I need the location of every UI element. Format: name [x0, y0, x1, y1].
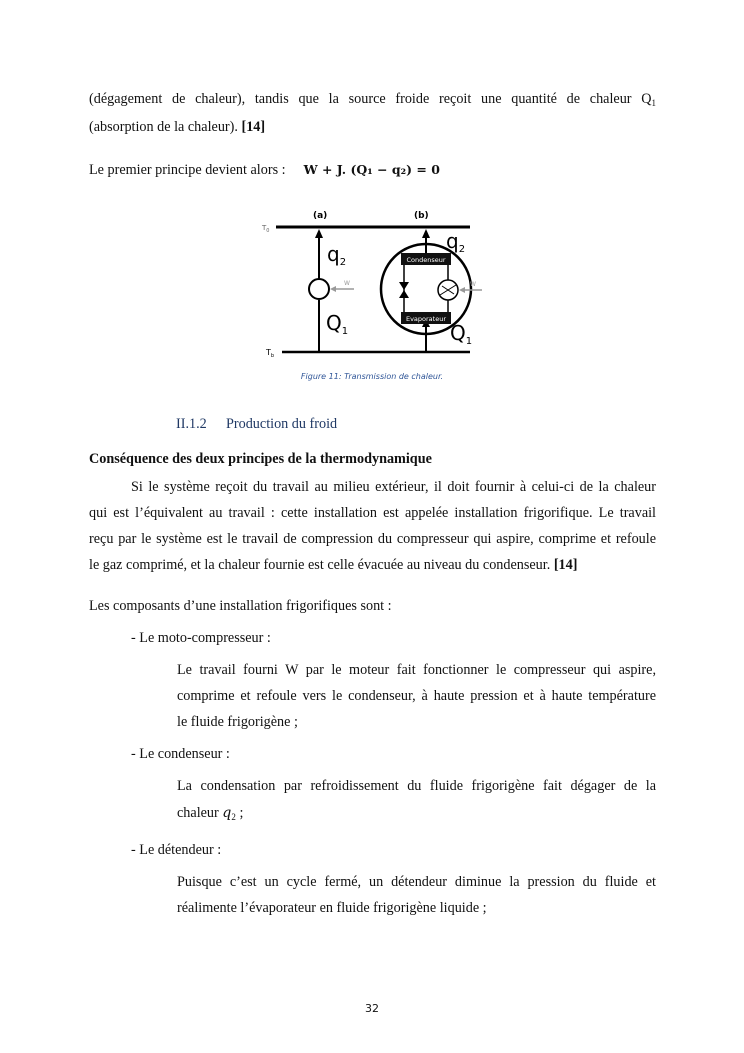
- component-text: comprime et refoule vers le condenseur, à haute pression et à haute température: [177, 688, 656, 704]
- para1-line1: (dégagement de chaleur), tandis que la source froide reçoit une quantité de chaleur $Q_1$: [89, 91, 656, 108]
- t0-label: $T_0$: [262, 224, 270, 234]
- component-text: La condensation par refroidissement du fluide frigorigène fait dégager de la: [177, 778, 656, 794]
- section-number: II.1.2: [176, 416, 207, 432]
- a-arrow-head: [315, 229, 323, 238]
- component-text: réalimente l’évaporateur en fluide frigorigène liquide ;: [177, 900, 487, 916]
- figure-caption: Figure 11: Transmission de chaleur.: [300, 372, 444, 381]
- b-q2-label: $q_2$: [446, 229, 466, 255]
- reference: [14]: [553, 557, 578, 573]
- condenseur-label: Condenseur: [406, 256, 446, 264]
- b-q1-label: $Q_1$: [450, 321, 473, 347]
- para2-line1: Si le système reçoit du travail au milieu extérieur, il doit fournir à celui-ci de la chaleur: [131, 479, 656, 495]
- component-text: Le travail fourni W par le moteur fait fonctionner le compresseur qui aspire,: [177, 662, 656, 678]
- label-b: (b): [414, 211, 429, 221]
- section-title: Production du froid: [226, 416, 338, 432]
- premier-principe-line: Le premier principe devient alors : W + J. (Q₁ − q₂) = 0: [89, 162, 440, 178]
- para2-line3: reçu par le système est le travail de compression du compresseur qui aspire, comprime et refoule: [89, 531, 656, 547]
- q1-subscript: 1: [651, 98, 656, 108]
- component-text: chaleur $q_2$ ;: [177, 805, 244, 822]
- component-text: Puisque c’est un cycle fermé, un détendeur diminue la pression du fluide et: [177, 874, 656, 890]
- a-q2-label: $q_2$: [327, 242, 347, 268]
- b-w-label: W: [470, 281, 476, 288]
- section-heading: [176, 416, 337, 433]
- component-label: - Le condenseur :: [131, 746, 230, 762]
- a-w-label: W: [344, 280, 350, 287]
- composants-intro: Les composants d’une installation frigorifiques sont :: [89, 598, 392, 614]
- para2-line4: le gaz comprimé, et la chaleur fournie est celle évacuée au niveau du condenseur. [14]: [89, 557, 578, 573]
- para1-line2: (absorption de la chaleur). [14]: [89, 119, 266, 135]
- tb-label: $T_b$: [266, 348, 275, 359]
- reference: [14]: [241, 119, 266, 135]
- q2-math: q: [222, 805, 232, 821]
- component-text: le fluide frigorigène ;: [177, 714, 298, 730]
- formula: W + J. (Q₁ − q₂) = 0: [303, 162, 440, 177]
- evaporateur-label: Evaporateur: [405, 315, 447, 323]
- component-label: - Le détendeur :: [131, 842, 222, 858]
- heat-transmission-figure: [258, 206, 490, 366]
- a-machine-circle: [309, 279, 329, 299]
- component-label: - Le moto-compresseur :: [131, 630, 271, 646]
- para2-line2: qui est l’équivalent au travail : cette installation est appelée installation frigorifique. Le travail: [89, 505, 656, 521]
- page-number: 32: [365, 1002, 379, 1015]
- a-q1-label: $Q_1$: [326, 311, 349, 337]
- subheading: Conséquence des deux principes de la thermodynamique: [89, 451, 432, 467]
- label-a: (a): [313, 211, 328, 221]
